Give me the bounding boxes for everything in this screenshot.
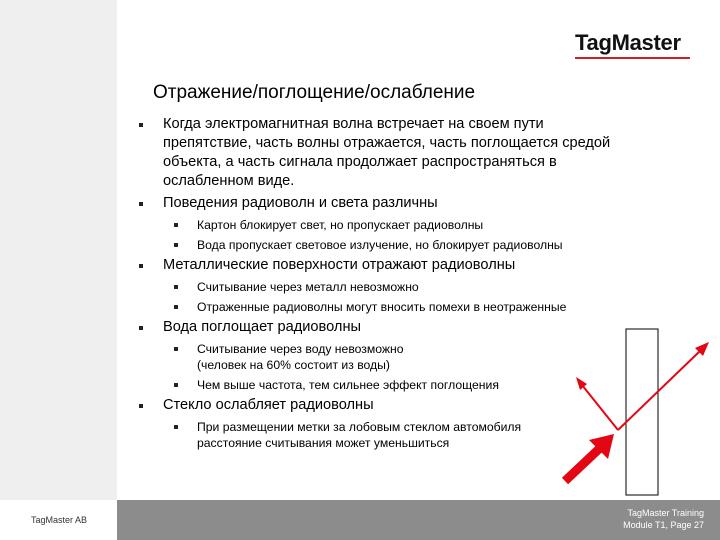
- bullet-5: Стекло ослабляет радиоволны: [163, 396, 633, 415]
- sub-bullet-5-1: При размещении метки за лобовым стеклом автомобиля расстояние считывания может уменьшиться: [197, 419, 577, 451]
- sub-bullet-3-1: Считывание через металл невозможно: [197, 279, 633, 295]
- sub-bullet-4-1: Считывание через воду невозможно (человек на 60% состоит из воды): [197, 341, 447, 373]
- footer-bar: [0, 500, 720, 540]
- footer-left-panel: [0, 500, 117, 540]
- sub-bullet-3-2: Отраженные радиоволны могут вносить помехи в неотраженные: [197, 299, 633, 315]
- wave-arrows: [565, 342, 709, 481]
- obstacle-panel: [626, 329, 658, 495]
- bullet-2: Поведения радиоволн и света различны: [163, 194, 633, 213]
- slide-title: Отражение/поглощение/ослабление: [153, 82, 476, 103]
- wave-attenuation-illustration: [560, 320, 720, 500]
- bullet-3: Металлические поверхности отражают радиоволны: [163, 256, 633, 275]
- sub-bullet-2-1: Картон блокирует свет, но пропускает радиоволны: [197, 217, 633, 233]
- bullet-4: Вода поглощает радиоволны: [163, 318, 633, 337]
- incident-wave-arrow: [565, 448, 600, 481]
- footer-info: [623, 507, 704, 531]
- footer-training: TagMaster Training: [627, 508, 704, 518]
- sub-bullet-2-2: Вода пропускает световое излучение, но блокирует радиоволны: [197, 237, 633, 253]
- tagmaster-logo: TagMaster: [575, 30, 681, 55]
- bullet-list: [133, 115, 633, 451]
- reflected-wave-line: [582, 385, 618, 430]
- side-band: [0, 0, 117, 500]
- transmitted-wave-line: [618, 351, 700, 430]
- footer-page: Module T1, Page 27: [623, 520, 704, 530]
- footer-company: TagMaster AB: [31, 515, 88, 525]
- bullet-1: Когда электромагнитная волна встречает на своем пути препятствие, часть волны отражается, часть поглощается средой объекта, а часть сигнала продолжает распространяться в ослабленном виде.: [163, 115, 633, 191]
- sub-bullet-4-2: Чем выше частота, тем сильнее эффект поглощения: [197, 377, 633, 393]
- logo-underline: [575, 57, 690, 59]
